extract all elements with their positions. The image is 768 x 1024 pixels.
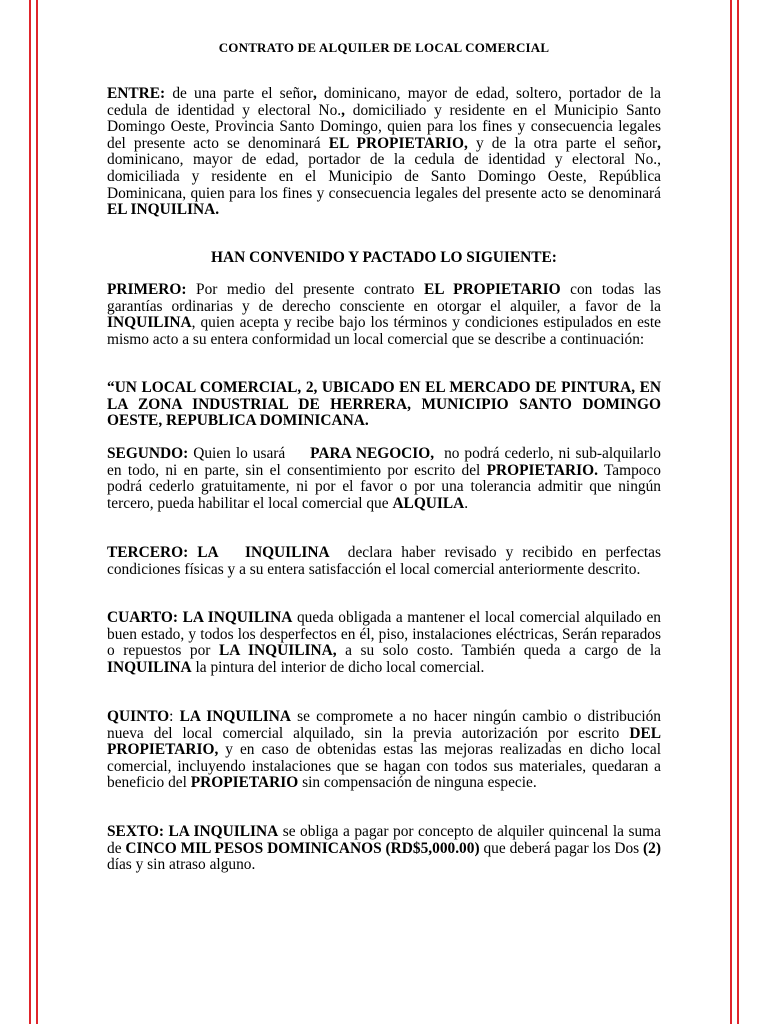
document-title: CONTRATO DE ALQUILER DE LOCAL COMERCIAL (218, 40, 550, 55)
clause-primero-label: PRIMERO: (107, 281, 187, 298)
document-page (107, 0, 665, 874)
clause-sexto-label: SEXTO: LA INQUILINA (107, 823, 279, 840)
clause-tercero-label: TERCERO: LA INQUILINA (107, 544, 330, 561)
left-border-line-outer (29, 0, 31, 1024)
clause-primero: PRIMERO: Por medio del presente contrato EL PROPIETARIO con todas las garantías ordinarias y de derecho consciente en otorgar el alquiler, a favor de la INQUILINA, quien acepta y recibe bajo los términos y condiciones estipulados en este mismo acto a su entera conformidad un local comercial que se describe a continuación: (107, 281, 661, 348)
clause-segundo-label: SEGUNDO: (107, 445, 189, 462)
right-border-line-inner (730, 0, 732, 1024)
el-inquilina-term: EL INQUILINA. (107, 201, 220, 219)
clause-segundo: SEGUNDO: Quien lo usará PARA NEGOCIO, no podrá cederlo, ni sub-alquilarlo en todo, ni en parte, sin el consentimiento por escrito del PROPIETARIO. Tampoco podrá cederlo gratuitamente, ni por el favor o por una tolerancia admitir que ningún tercero, pueda habilitar el local comercial que ALQUILA. (107, 445, 665, 512)
rent-amount: CINCO MIL PESOS DOMINICANOS (RD$5,000.00) (125, 839, 480, 857)
clause-tercero: TERCERO: LA INQUILINA declara haber revisado y recibido en perfectas condiciones físicas y a su entera satisfacción el local comercial anteriormente descrito. (107, 544, 665, 578)
clause-sexto: SEXTO: LA INQUILINA se obliga a pagar por concepto de alquiler quincenal la suma de CINCO MIL PESOS DOMINICANOS (RD$5,000.00) que deberá pagar los Dos (2) días y sin atraso alguno. (107, 823, 661, 874)
clause-cuarto-label: CUARTO: LA INQUILINA (107, 609, 293, 626)
el-propietario-term: EL PROPIETARIO, (328, 134, 468, 152)
clause-quinto-label: QUINTO (107, 708, 170, 725)
intro-lead: ENTRE: (107, 85, 166, 102)
right-border-line-outer (737, 0, 739, 1024)
left-border-line-inner (36, 0, 38, 1024)
clause-cuarto: CUARTO: LA INQUILINA queda obligada a mantener el local comercial alquilado en buen estado, y todos los desperfectos en él, piso, instalaciones eléctricas, Serán reparados o repuestos por LA INQUILINA, a su solo costo. También queda a cargo de la INQUILINA la pintura del interior de dicho local comercial. (107, 609, 661, 676)
property-description: “UN LOCAL COMERCIAL, 2, UBICADO EN EL MERCADO DE PINTURA, EN LA ZONA INDUSTRIAL DE HERRERA, MUNICIPIO SANTO DOMINGO OESTE, REPUBLICA DOMINICANA. (107, 379, 661, 430)
intro-paragraph: ENTRE: de una parte el señor, dominicano, mayor de edad, soltero, portador de la cedula de identidad y electoral No., domiciliado y residente en el Municipio Santo Domingo Oeste, Provincia Santo Domingo, quien para los fines y consecuencia legales del presente acto se denominará EL PROPIETARIO, y de la otra parte el señor, dominicano, mayor de edad, portador de la cedula de identidad y electoral No., domiciliada y residente en el Municipio de Santo Domingo Oeste, República Dominicana, quien para los fines y consecuencia legales del presente acto se denominará EL INQUILINA. (107, 85, 662, 219)
clause-quinto: QUINTO: LA INQUILINA se compromete a no hacer ningún cambio o distribución nueva del local comercial alquilado, sin la previa autorización por escrito DEL PROPIETARIO, y en caso de obtenidas estas las mejoras realizadas en dicho local comercial, incluyendo instalaciones que se hagan con todos sus materiales, quedaran a beneficio del PROPIETARIO sin compensación de ninguna especie. (107, 708, 662, 792)
section-heading: HAN CONVENIDO Y PACTADO LO SIGUIENTE: (211, 249, 557, 266)
